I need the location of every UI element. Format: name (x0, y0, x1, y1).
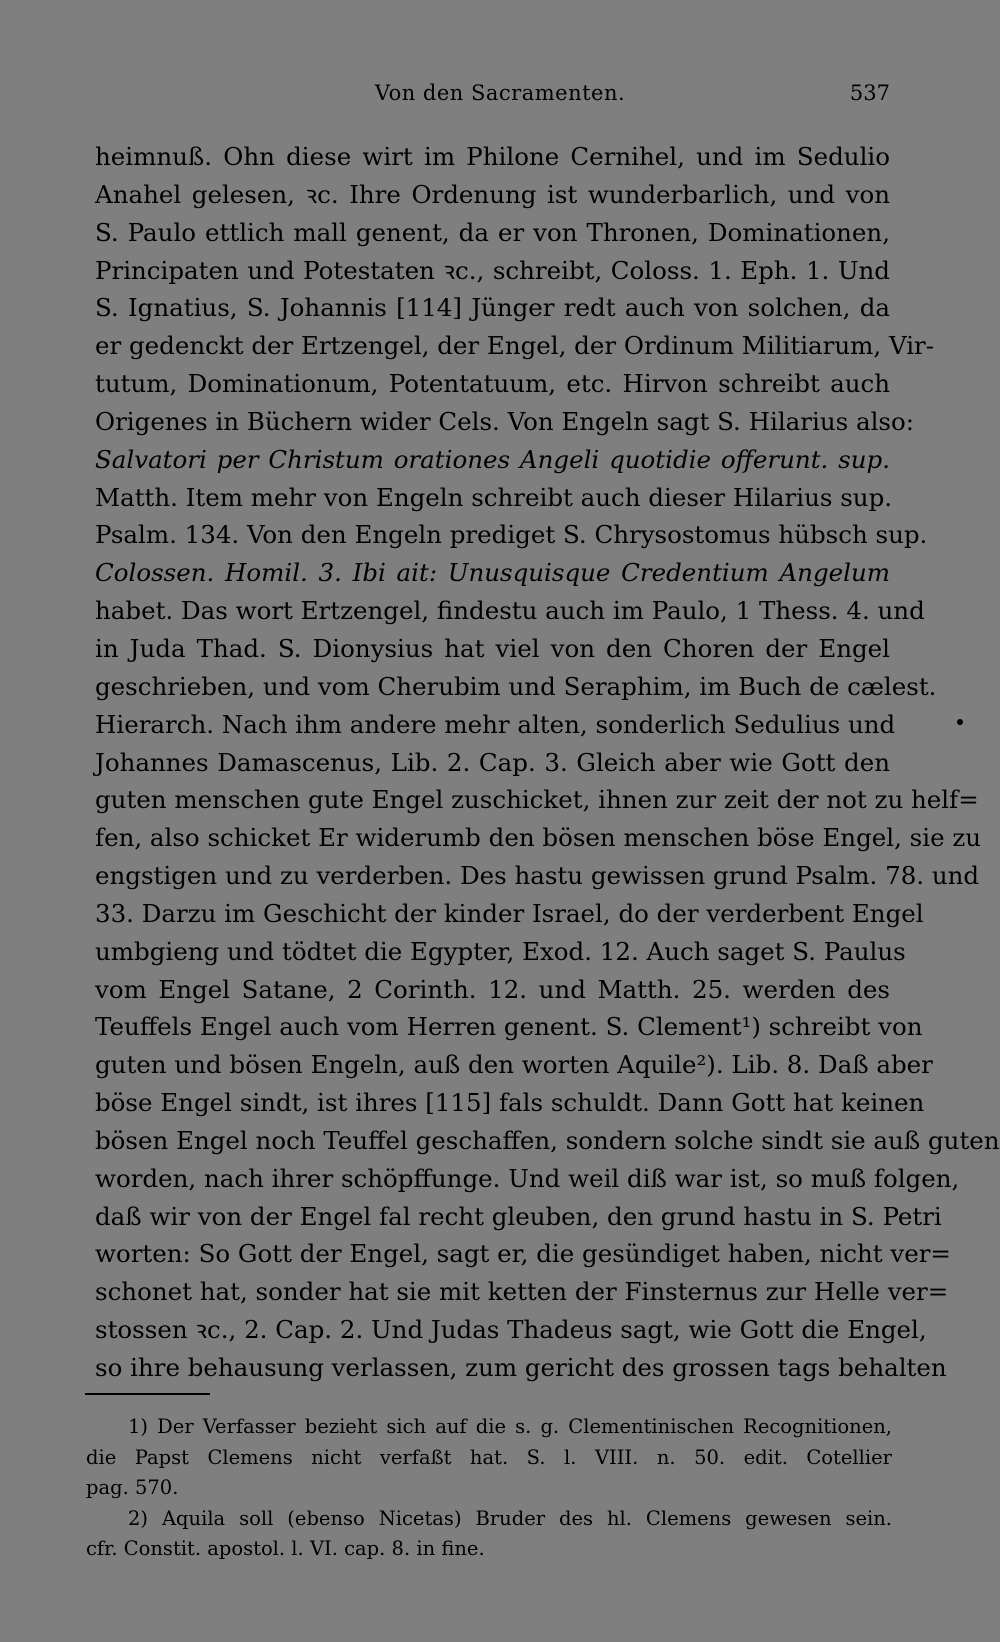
text-line: stossen ꝛc., 2. Cap. 2. Und Judas Thadeus sagt, wie Gott die Engel, (95, 1315, 927, 1345)
margin-dot (957, 719, 963, 725)
text-line: guten und bösen Engeln, auß den worten Aquile²). Lib. 8. Daß aber (95, 1050, 933, 1080)
text-line: Teuffels Engel auch vom Herren genent. S. Clement¹) schreibt von (95, 1012, 923, 1042)
text-line: bösen Engel noch Teuffel geschaffen, sondern solche sindt sie auß guten (95, 1125, 1000, 1155)
footnote-line: pag. 570. (86, 1476, 179, 1499)
text-line: fen, also schicket Er widerumb den bösen menschen böse Engel, sie zu (95, 823, 982, 853)
text-line: in Juda Thad. S. Dionysius hat viel von den Choren der Engel (95, 633, 890, 663)
footnote-line: 1) Der Verfasser bezieht sich auf die s. g. Clementinischen Recognitionen, (128, 1415, 892, 1438)
text-line: Origenes in Büchern wider Cels. Von Engeln sagt S. Hilarius also: (95, 406, 914, 436)
text-line: heimnuß. Ohn diese wirt im Philone Cernihel, und im Sedulio (95, 142, 890, 171)
text-line: geschrieben, und vom Cherubim und Seraphim, im Buch de cælest. (95, 671, 937, 701)
footnote-line: die Papst Clemens nicht verfaßt hat. S. l. VIII. n. 50. edit. Cotellier (86, 1445, 892, 1469)
running-title: Von den Sacramenten. (374, 81, 626, 105)
body-text (95, 138, 1000, 1387)
text-line: Psalm. 134. Von den Engeln prediget S. Chrysostomus hübsch sup. (95, 520, 928, 550)
text-line: Matth. Item mehr von Engeln schreibt auch dieser Hilarius sup. (95, 482, 893, 512)
text-line: worden, nach ihrer schöpffunge. Und weil diß war ist, so muß folgen, (95, 1163, 960, 1193)
text-line: S. Ignatius, S. Johannis [114] Jünger redt auch von solchen, da (95, 293, 890, 323)
text-line: böse Engel sindt, ist ihres [115] fals schuldt. Dann Gott hat keinen (95, 1088, 925, 1118)
text-line: Johannes Damascenus, Lib. 2. Cap. 3. Gleich aber wie Gott den (95, 747, 890, 777)
page-number: 537 (849, 81, 890, 105)
text-line: Colossen. Homil. 3. Ibi ait: Unusquisque Credentium Angelum (95, 558, 890, 588)
text-line: umbgieng und tödtet die Egypter, Exod. 12. Auch saget S. Paulus (95, 936, 906, 966)
text-line: worten: So Gott der Engel, sagt er, die gesündiget haben, nicht ver= (95, 1239, 951, 1269)
text-line: guten menschen gute Engel zuschicket, ihnen zur zeit der not zu helf= (95, 785, 979, 815)
text-line: tutum, Dominationum, Potentatuum, etc. Hirvon schreibt auch (95, 369, 890, 399)
text-line: habet. Das wort Ertzengel, findestu auch im Paulo, 1 Thess. 4. und (95, 596, 925, 626)
footnote-line: 2) Aquila soll (ebenso Nicetas) Bruder des hl. Clemens gewesen sein. (128, 1506, 892, 1530)
footnote-line: cfr. Constit. apostol. l. VI. cap. 8. in fine. (86, 1537, 485, 1560)
text-line: engstigen und zu verderben. Des hastu gewissen grund Psalm. 78. und (95, 861, 980, 891)
text-line: Hierarch. Nach ihm andere mehr alten, sonderlich Sedulius und (95, 709, 896, 739)
footnotes (86, 1412, 892, 1565)
text-line: Salvatori per Christum orationes Angeli quotidie offerunt. sup. (95, 444, 890, 474)
text-line: S. Paulo ettlich mall genent, da er von Thronen, Dominationen, (95, 217, 890, 247)
footnote-rule (85, 1393, 210, 1395)
text-line: vom Engel Satane, 2 Corinth. 12. und Matth. 25. werden des (95, 974, 890, 1004)
running-head (0, 78, 1000, 108)
text-line: Anahel gelesen, ꝛc. Ihre Ordenung ist wunderbarlich, und von (95, 179, 890, 209)
text-line: so ihre behausung verlassen, zum gericht des grossen tags behalten (95, 1353, 947, 1382)
text-line: er gedenckt der Ertzengel, der Engel, der Ordinum Militiarum, Vir- (95, 331, 935, 361)
text-line: 33. Darzu im Geschicht der kinder Israel, do der verderbent Engel (95, 898, 924, 928)
text-line: daß wir von der Engel fal recht gleuben, den grund hastu in S. Petri (95, 1201, 942, 1231)
text-line: schonet hat, sonder hat sie mit ketten der Finsternus zur Helle ver= (95, 1277, 949, 1307)
text-line: Principaten und Potestaten ꝛc., schreibt, Coloss. 1. Eph. 1. Und (95, 255, 890, 285)
